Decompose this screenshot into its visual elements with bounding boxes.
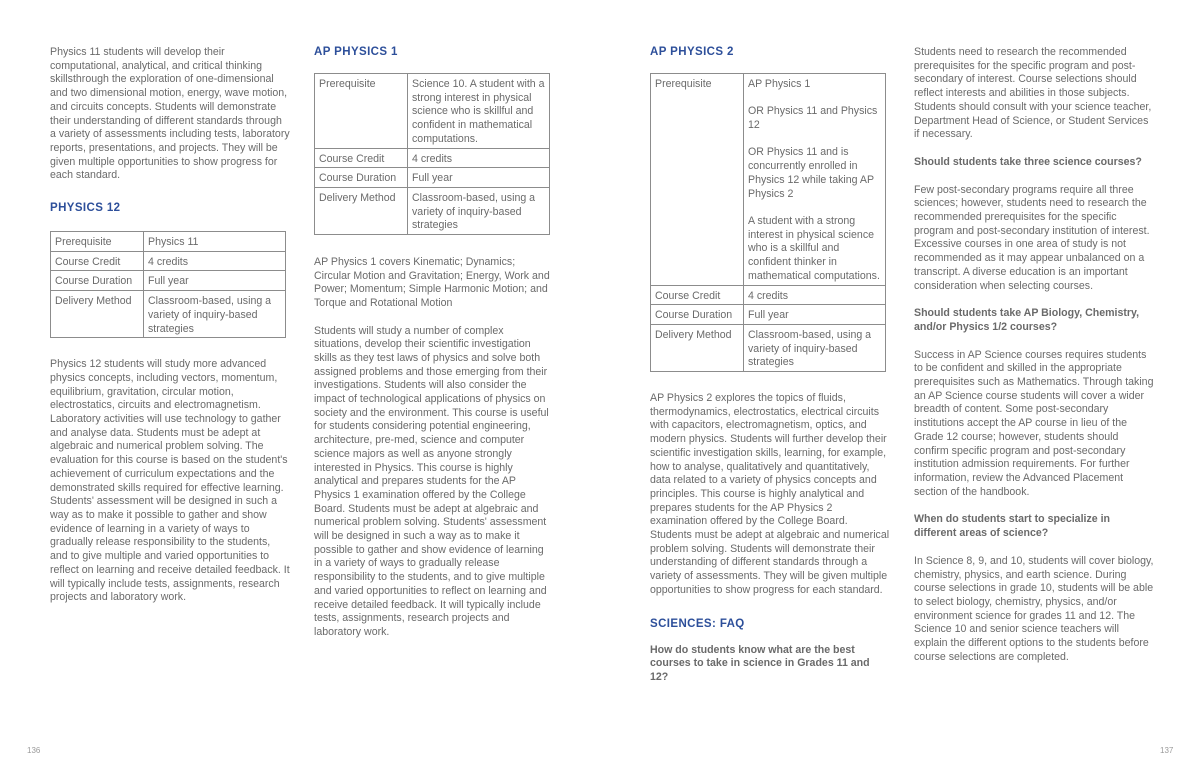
course-credit-label: Course Credit (651, 285, 744, 305)
delivery-method-value: Classroom-based, using a variety of inquiry-based strategies (408, 187, 550, 234)
faq-answer-specialize: In Science 8, 9, and 10, students will cover biology, chemistry, physics, and earth science. During course selections in grade 10, students will be able to select biology, chemistry, physics, and/or environment science for grades 11 and 12. The Science 10 and senior science teachers will explain the different options to the students before course selections are completed. (914, 554, 1154, 663)
course-duration-value: Full year (408, 168, 550, 188)
ap-physics-1-heading: AP PHYSICS 1 (314, 46, 398, 58)
prerequisite-label: Prerequisite (651, 74, 744, 286)
right-page (600, 0, 1200, 776)
prerequisite-option: AP Physics 1 (748, 78, 811, 90)
table-row (315, 148, 550, 168)
table-row (315, 187, 550, 234)
course-duration-label: Course Duration (651, 305, 744, 325)
prerequisite-label: Prerequisite (315, 74, 408, 149)
delivery-method-value: Classroom-based, using a variety of inquiry-based strategies (144, 291, 286, 338)
prerequisite-values (744, 74, 886, 286)
faq-question-best-courses: How do students know what are the best courses to take in science in Grades 11 and 12? (650, 643, 870, 683)
table-row (51, 232, 286, 252)
table-row (651, 324, 886, 371)
faq-question-specialize: When do students start to specialize in different areas of science? (914, 513, 1111, 540)
table-row (51, 251, 286, 271)
course-credit-label: Course Credit (51, 251, 144, 271)
course-credit-value: 4 credits (408, 148, 550, 168)
table-row (51, 271, 286, 291)
prerequisite-value: Physics 11 (144, 232, 286, 252)
faq-answer-three-sciences: Few post-secondary programs require all three sciences; however, students need to research the recommended prerequisites for the specific program and post-secondary institution of interest. Excessive courses in one area of study is not recommended as it may appear unbalanced on a transcript. A diverse education is an important consideration when selecting courses. (914, 183, 1150, 292)
delivery-method-label: Delivery Method (51, 291, 144, 338)
ap-physics-2-info-table (650, 73, 886, 372)
table-row (651, 74, 886, 286)
page-number-right: 137 (1160, 746, 1174, 755)
table-row (315, 74, 550, 149)
ap-physics-1-info-table (314, 73, 550, 235)
course-duration-value: Full year (744, 305, 886, 325)
prerequisite-label: Prerequisite (51, 232, 144, 252)
ap-physics-2-description: AP Physics 2 explores the topics of fluids, thermodynamics, electrostatics, electrical circuits with capacitors, electromagnetism, optics, and modern physics. Students will further develop their scientific investigation skills, learning, for example, how to analyse, qualitatively and quantitatively, data related to a variety of physics concepts and principles. This course is highly analytical and prepares students for the AP Physics 2 examination offered by the College Board. Students must be adept at algebraic and numerical problem solving. Students will demonstrate their understanding of different standards through a variety of assessments. They will be given multiple opportunities to show progress for each standard. (650, 392, 890, 596)
table-row (315, 168, 550, 188)
ap-physics-1-column (314, 46, 554, 640)
table-row (51, 291, 286, 338)
physics-12-heading: PHYSICS 12 (50, 202, 121, 215)
course-credit-label: Course Credit (315, 148, 408, 168)
physics-12-info-table (50, 231, 286, 338)
physics-11-column (50, 46, 290, 605)
faq-answer-best-courses: Students need to research the recommended prerequisites for the specific program and post-secondary of interest. Course selections should reflect interests and abilities in those subjects. Students should consult with your science teacher, Department Head of Science, or Student Services if necessary. (914, 46, 1152, 141)
prerequisite-value: Science 10. A student with a strong interest in physical science who is skillful and confident in mathematical computations. (408, 74, 550, 149)
ap-physics-1-topics: AP Physics 1 covers Kinematic; Dynamics; Circular Motion and Gravitation; Energy, Work and Power; Momentum; Simple Harmonic Motion; and Torque and Rotational Motion (314, 256, 550, 310)
faq-question-ap-courses: Should students take AP Biology, Chemistry, and/or Physics 1/2 courses? (914, 307, 1140, 333)
course-duration-label: Course Duration (51, 271, 144, 291)
course-credit-value: 4 credits (144, 251, 286, 271)
delivery-method-label: Delivery Method (651, 324, 744, 371)
faq-answer-ap-courses: Success in AP Science courses requires students to be confident and skilled in the appropriate prerequisites such as Mathematics. Through taking an AP Science course students will cover a wider breadth of content. Some post-secondary institutions accept the AP course in lieu of the Grade 12 course; however, students should confirm specific program and post-secondary institution admission requirements. For further information, review the Advanced Placement section of the handbook. (914, 348, 1154, 498)
table-row (651, 305, 886, 325)
faq-column (914, 46, 1154, 664)
prerequisite-option: A student with a strong interest in physical science who is a skillful and confident thinker in mathematical computations. (748, 214, 880, 282)
physics-11-intro: Physics 11 students will develop their computational, analytical, and critical thinking skillsthrough the exploration of one-dimensional and two dimensional motion, energy, wave motion, and circuits concepts. Students will demonstrate their understanding of different standards through a variety of assessments including tests, laboratory reports, presentations, and projects. They will be given multiple opportunities to show progress for each standard. (50, 46, 290, 182)
course-duration-value: Full year (144, 271, 286, 291)
faq-heading: SCIENCES: FAQ (650, 617, 745, 630)
course-credit-value: 4 credits (744, 285, 886, 305)
prerequisite-option: OR Physics 11 and is concurrently enrolled in Physics 12 while taking AP Physics 2 (748, 146, 874, 200)
page-number-left: 136 (27, 746, 41, 755)
prerequisite-option: OR Physics 11 and Physics 12 (748, 105, 878, 132)
ap-physics-1-description: Students will study a number of complex situations, develop their scientific investigation skills as they test laws of physics and solve both assigned problems and those emerging from their investigations. Students will also consider the impact of technological applications of physics on society and the environment. This course is useful for students considering potential engineering, architecture, pre-med, science and computer science majors as well as anyone strongly interested in Physics. This course is highly analytical and prepares students for the AP Physics 1 examination offered by the College Board. Students must be adept at algebraic and numerical problem solving. Students' assessment will be designed in such a way as to make it possible to gather and show evidence of learning in a variety of ways to gradually release responsibility to the students, and to give multiple and varied opportunities to reflect on learning and receive detailed feedback. It will typically include tests, assignments, research projects and laboratory work. (314, 324, 549, 638)
faq-question-three-sciences: Should students take three science courses? (914, 155, 1142, 168)
table-row (651, 285, 886, 305)
physics-12-description: Physics 12 students will study more advanced physics concepts, including vectors, momentum, equilibrium, gravitation, circular motion, electrostatics, circuits and electromagnetism. Laboratory activities will use technology to gather and analyse data. Students must be adept at algebraic and numerical problem solving. The evaluation for this course is based on the student's achievement of curriculum expectations and the demonstrated skills required for effective learning. Students' assessment will be designed in such a way as to make it possible to gather and show evidence of learning in a variety of ways to gradually release responsibility to the students, and to give multiple and varied opportunities to reflect on learning and receive detailed feedback. It will typically include tests, assignments, research projects and laboratory work. (50, 358, 290, 604)
delivery-method-label: Delivery Method (315, 187, 408, 234)
course-duration-label: Course Duration (315, 168, 408, 188)
ap-physics-2-heading: AP PHYSICS 2 (650, 46, 734, 58)
delivery-method-value: Classroom-based, using a variety of inquiry-based strategies (744, 324, 886, 371)
ap-physics-2-column (650, 46, 890, 685)
